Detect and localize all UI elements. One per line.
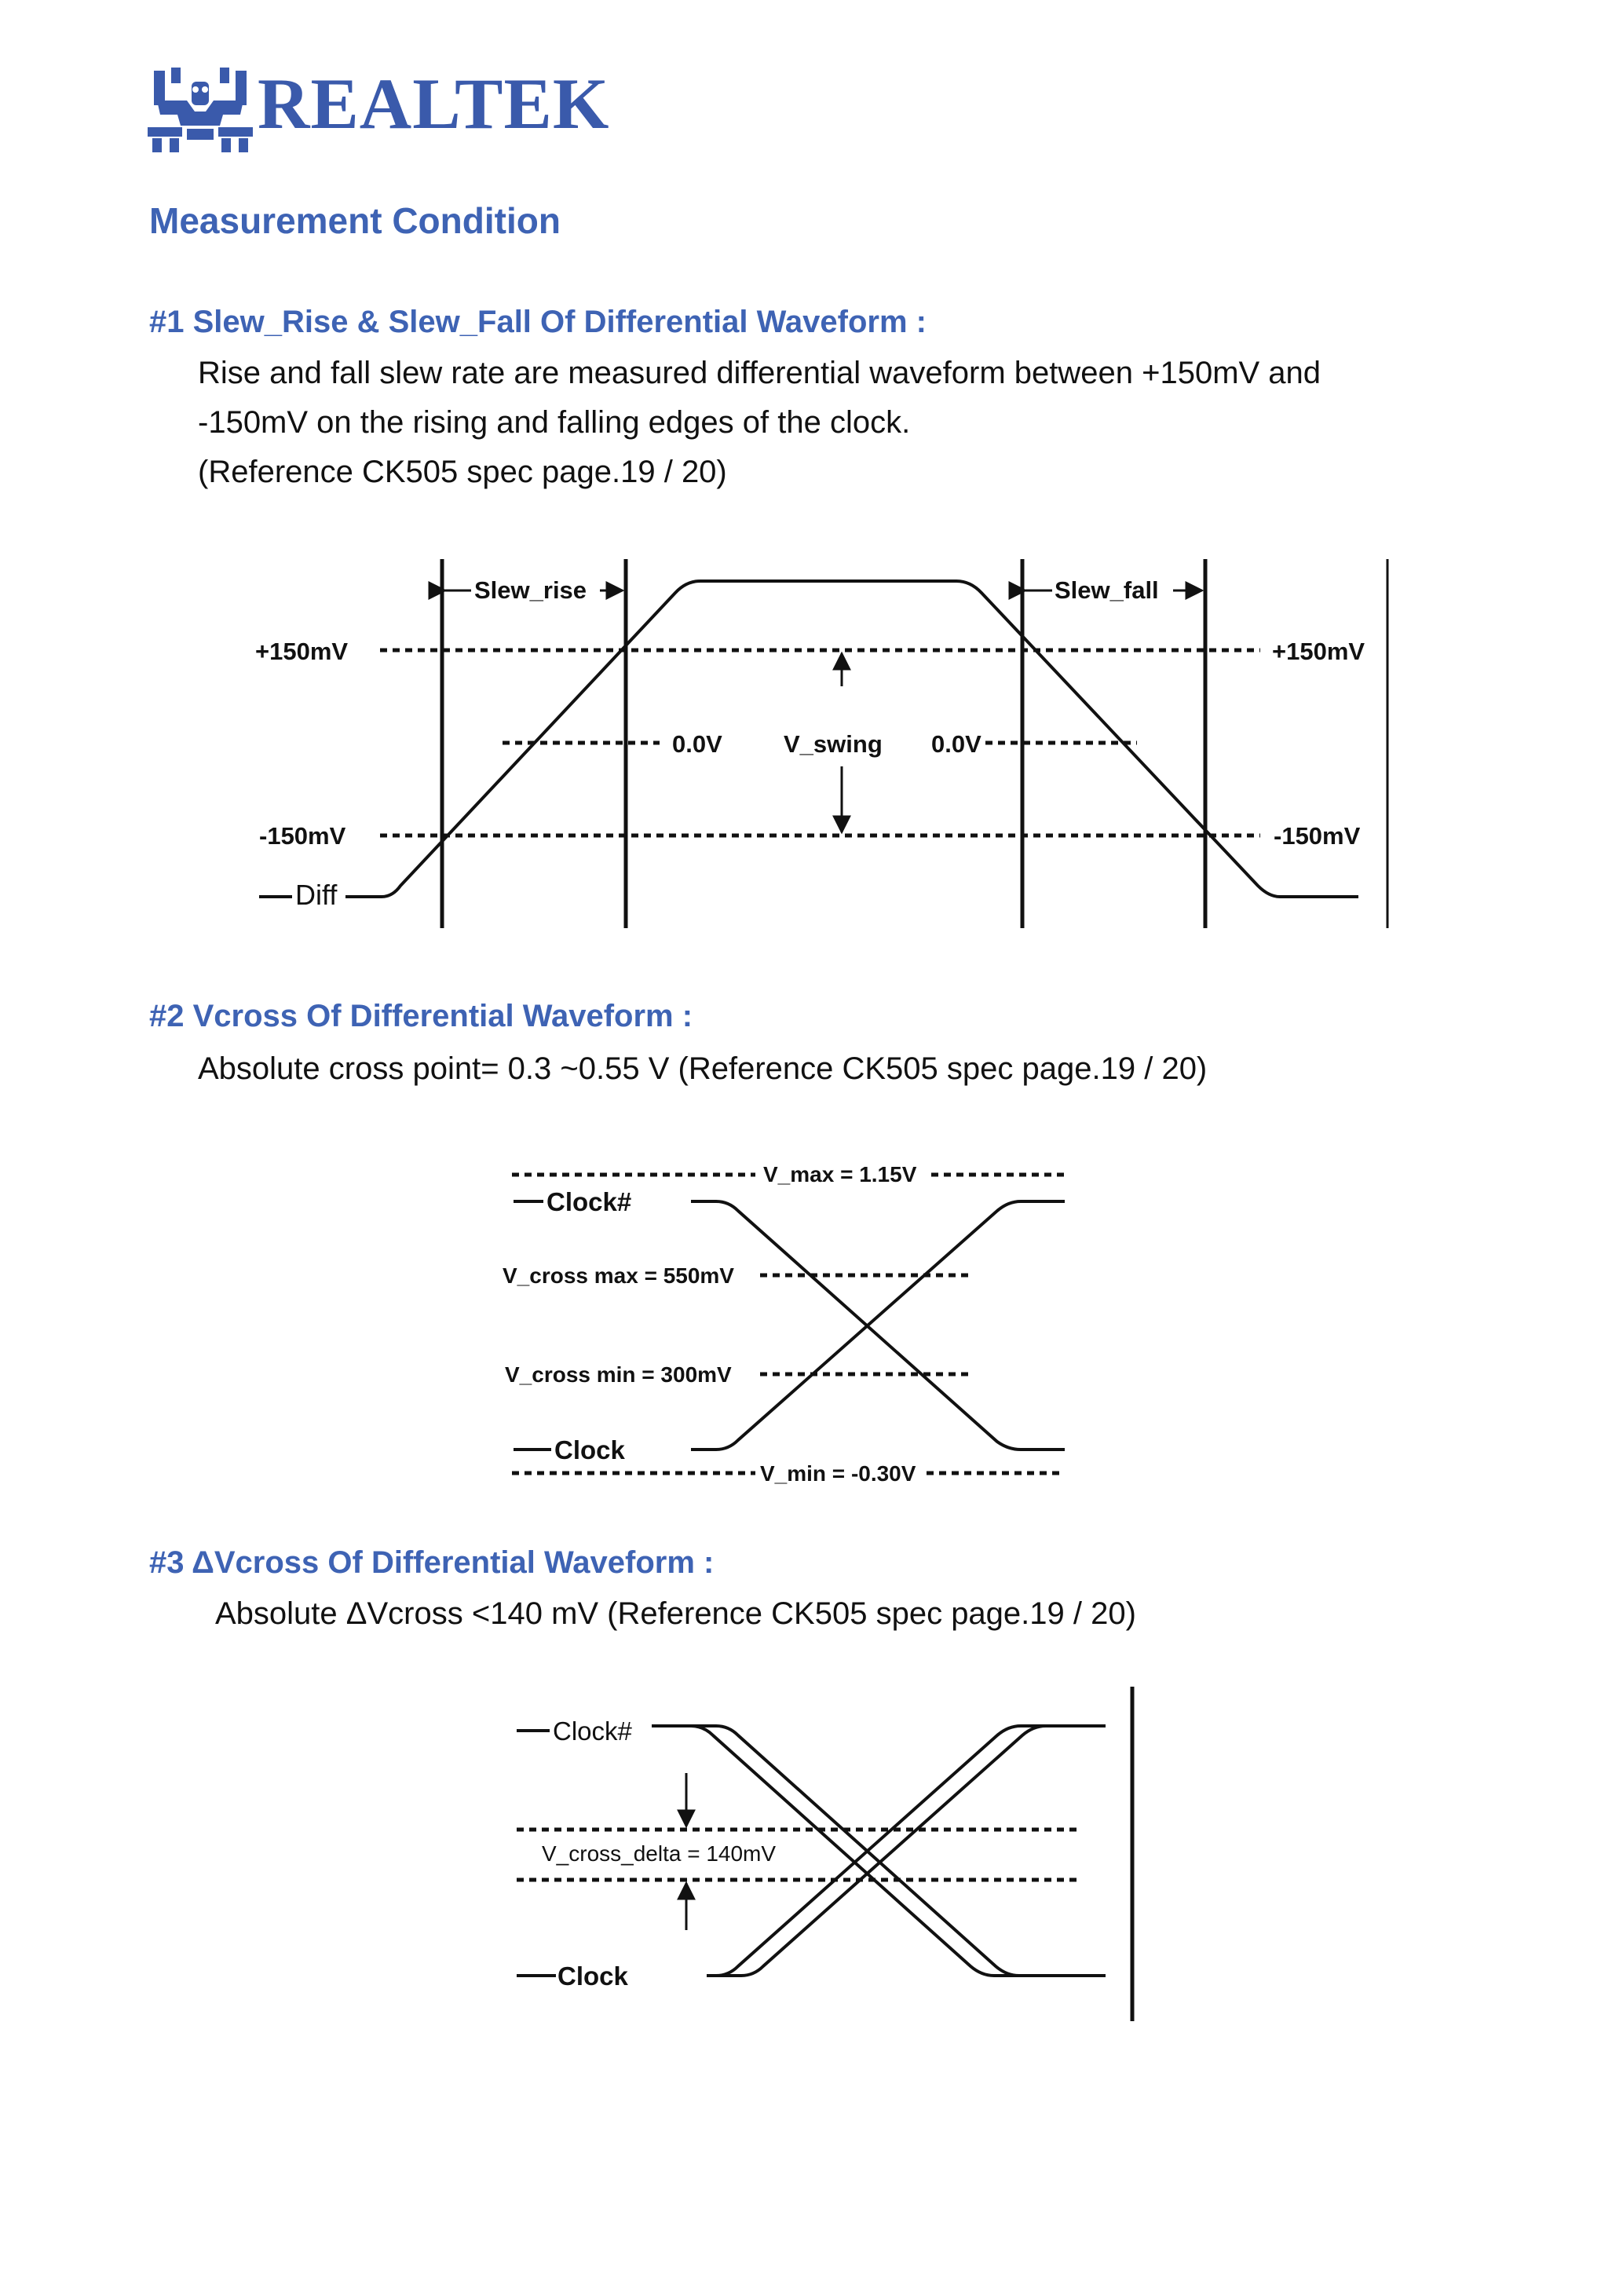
plus150-left-label: +150mV <box>255 638 349 665</box>
section-2-heading: #2 Vcross Of Differential Waveform : <box>149 999 693 1033</box>
section-1-line-1: Rise and fall slew rate are measured differential waveform between +150mV and <box>198 356 1321 390</box>
delta-vcross-diagram <box>517 1687 1132 2021</box>
minus150-left-label: -150mV <box>259 822 346 850</box>
clock-n-label-3: Clock# <box>553 1717 632 1746</box>
slew-fall-label: Slew_fall <box>1055 576 1159 604</box>
zero-right-label: 0.0V <box>931 730 981 758</box>
vcross-diagram <box>503 1162 1065 1486</box>
brand-name: REALTEK <box>258 64 610 144</box>
section-2-line-1: Absolute cross point= 0.3 ~0.55 V (Reference CK505 spec page.19 / 20) <box>198 1051 1208 1086</box>
clock-waveform <box>691 1201 1065 1450</box>
zero-left-label: 0.0V <box>672 730 722 758</box>
section-3-heading: #3 ΔVcross Of Differential Waveform : <box>149 1545 715 1580</box>
vswing-label: V_swing <box>784 730 883 758</box>
section-3-line-1: Absolute ΔVcross <140 mV (Reference CK505 spec page.19 / 20) <box>215 1596 1136 1631</box>
clock-n-label: Clock# <box>546 1187 632 1216</box>
page-title: Measurement Condition <box>149 200 561 241</box>
diff-label: Diff <box>295 879 338 911</box>
clock-n-waveform <box>691 1201 1065 1450</box>
section-1-line-2: -150mV on the rising and falling edges of the clock. <box>198 405 911 440</box>
minus150-right-label: -150mV <box>1274 822 1361 850</box>
vcross-delta-label: V_cross_delta = 140mV <box>542 1841 777 1866</box>
vmax-label: V_max = 1.15V <box>763 1162 917 1186</box>
vmin-label: V_min = -0.30V <box>760 1461 916 1486</box>
section-1-heading: #1 Slew_Rise & Slew_Fall Of Differential Waveform : <box>149 305 927 339</box>
plus150-right-label: +150mV <box>1272 638 1365 665</box>
section-1-line-3: (Reference CK505 spec page.19 / 20) <box>198 455 727 489</box>
vcross-max-label: V_cross max = 550mV <box>503 1263 734 1288</box>
vcross-min-label: V_cross min = 300mV <box>505 1362 732 1387</box>
slew-rate-diagram <box>255 559 1387 928</box>
clock-label-3: Clock <box>557 1961 628 1991</box>
slew-rise-label: Slew_rise <box>474 576 587 604</box>
clock-label: Clock <box>554 1435 625 1464</box>
